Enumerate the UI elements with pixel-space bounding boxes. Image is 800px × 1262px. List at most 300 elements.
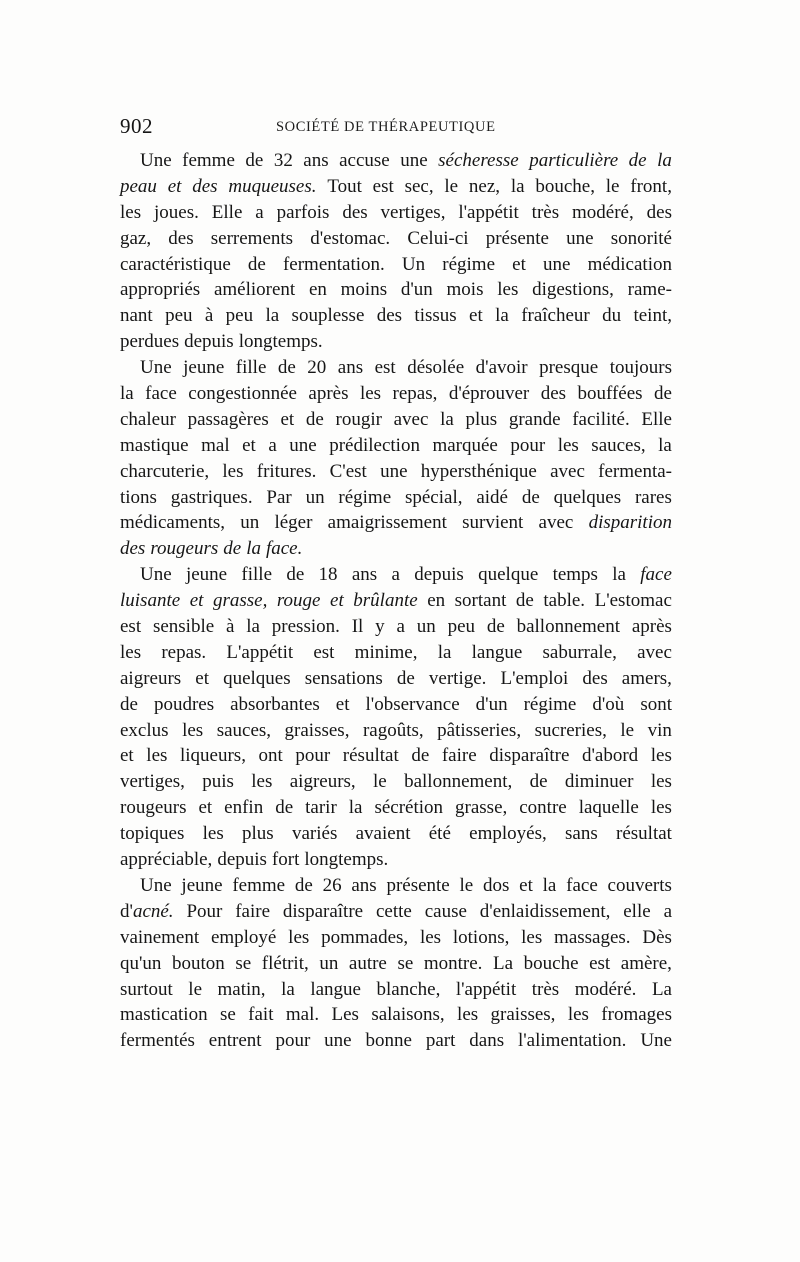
word-group: [290, 769, 356, 795]
word-group: [476, 692, 508, 718]
word-group: [182, 718, 203, 744]
word-group: [588, 252, 672, 278]
word-group: [438, 148, 519, 174]
word-group: [630, 174, 672, 200]
word: passagères: [187, 408, 269, 430]
word: temps: [552, 564, 598, 586]
word-group: [212, 200, 243, 226]
word: et: [189, 590, 204, 612]
word: accuse: [339, 150, 390, 171]
word-group: [589, 510, 672, 536]
word-group: [582, 743, 638, 769]
word-group: [188, 977, 202, 1003]
word: lotions,: [452, 926, 510, 948]
word: fille: [235, 357, 267, 379]
word-group: [120, 769, 185, 795]
word-group: [278, 355, 296, 381]
word: bouche: [523, 952, 579, 974]
word-group: [275, 1028, 310, 1054]
word: la: [437, 641, 452, 663]
word: d'un: [475, 693, 508, 715]
word: plus: [242, 823, 274, 845]
word-group: [509, 407, 561, 433]
word: Une: [140, 150, 172, 171]
word: les: [222, 460, 244, 482]
word-group: [319, 951, 338, 977]
word-group: [476, 485, 508, 511]
word-group: [186, 562, 227, 588]
word: la: [542, 874, 557, 896]
word: variés: [291, 823, 338, 845]
word-group: [608, 873, 672, 899]
word: une: [543, 253, 571, 275]
word: ragoûts,: [362, 719, 424, 741]
word: face: [566, 874, 598, 896]
word-group: [218, 977, 266, 1003]
word: ans: [351, 874, 377, 896]
word: bouffées: [577, 383, 643, 405]
word-group: [483, 873, 509, 899]
word-group: [120, 303, 153, 329]
word-group: [595, 588, 672, 614]
word-group: [195, 666, 209, 692]
word-group: [272, 614, 340, 640]
word: de: [654, 383, 672, 405]
word: peu: [447, 616, 475, 638]
text-line: [120, 743, 672, 769]
word-group: [664, 899, 672, 925]
word-group: [198, 795, 212, 821]
word: l'appétit: [458, 201, 519, 223]
word: fermentation.: [282, 253, 385, 275]
word: pour: [275, 1030, 311, 1052]
word: Dès: [642, 926, 672, 948]
word: résultat: [342, 745, 399, 767]
word: femme: [182, 150, 235, 171]
word-group: [518, 1028, 626, 1054]
word: à: [204, 305, 214, 327]
word-group: [120, 329, 179, 355]
word-group: [657, 148, 672, 174]
word: minime,: [354, 641, 418, 663]
word-group: [140, 148, 172, 174]
word: facilité.: [572, 408, 630, 430]
word-group: [458, 200, 518, 226]
word-group: [310, 226, 390, 252]
word-group: [224, 795, 263, 821]
word-group: [432, 433, 497, 459]
word-group: [565, 769, 634, 795]
text-line: [120, 640, 672, 666]
word-group: [465, 407, 497, 433]
word: une: [566, 227, 594, 249]
word: ans: [351, 564, 378, 586]
word: massages.: [554, 926, 631, 948]
word: a: [255, 201, 264, 223]
word: la: [120, 383, 134, 405]
word: peu: [165, 305, 193, 327]
word: la: [265, 305, 280, 327]
word: de: [277, 357, 296, 379]
word-group: [161, 640, 206, 666]
word-group: [120, 226, 151, 252]
word: Elle: [641, 408, 672, 430]
word: est: [374, 357, 396, 379]
word-group: [606, 174, 620, 200]
word-group: [217, 718, 271, 744]
word: en: [308, 279, 327, 301]
text-line: [120, 355, 672, 381]
word: entrent: [208, 1030, 262, 1052]
word-group: [632, 614, 672, 640]
word-group: [424, 951, 483, 977]
word-group: [401, 277, 433, 303]
word: luisante: [120, 590, 181, 612]
word: de: [529, 771, 548, 793]
word-group: [266, 485, 291, 511]
word: C'est: [329, 460, 367, 482]
word: faire: [235, 900, 271, 922]
word: jeune: [185, 564, 228, 586]
word: a: [391, 564, 400, 586]
word: de: [275, 797, 294, 819]
word: un: [319, 952, 339, 974]
word: et: [280, 408, 295, 430]
word-group: [501, 666, 569, 692]
word-group: [601, 1002, 672, 1028]
word-group: [524, 692, 577, 718]
word-group: [274, 510, 312, 536]
word-group: [476, 355, 528, 381]
text-line: [120, 614, 672, 640]
word: parfois: [276, 201, 330, 223]
word-group: [616, 821, 672, 847]
word: fermenta-: [598, 460, 672, 482]
word: face.: [265, 538, 303, 560]
word-group: [336, 407, 382, 433]
word: brûlante: [353, 590, 418, 612]
word: les: [288, 926, 310, 948]
word: depuis: [217, 849, 267, 871]
word: se: [235, 952, 252, 974]
word-group: [154, 692, 214, 718]
word: des: [192, 175, 218, 197]
word: des: [342, 201, 368, 223]
word-group: [220, 1002, 236, 1028]
word-group: [414, 303, 456, 329]
word: de: [294, 874, 313, 896]
text-line: [120, 536, 672, 562]
word-group: [145, 381, 177, 407]
word: les: [557, 434, 579, 456]
word-group: [339, 148, 390, 174]
word: poudres: [153, 693, 215, 715]
word: les: [419, 926, 442, 948]
word: pommades,: [321, 926, 409, 948]
word-group: [343, 743, 399, 769]
word-group: [140, 355, 172, 381]
word-group: [120, 1028, 195, 1054]
word-group: [565, 821, 598, 847]
word: les: [120, 641, 142, 663]
text-line: [120, 666, 672, 692]
word-group: [478, 562, 538, 588]
word: Tout: [327, 175, 362, 197]
word-group: [380, 459, 407, 485]
word-group: [391, 562, 399, 588]
word-group: [566, 226, 593, 252]
word: fait: [248, 1004, 274, 1026]
word: présente: [485, 227, 549, 249]
word-group: [355, 640, 418, 666]
word-group: [281, 407, 295, 433]
word: liqueurs,: [179, 745, 246, 767]
word-group: [242, 433, 256, 459]
word: 18: [318, 564, 338, 586]
word: les: [202, 823, 224, 845]
word-group: [376, 899, 412, 925]
word-group: [521, 303, 590, 329]
word-group: [532, 977, 559, 1003]
word-group: [541, 381, 566, 407]
word-group: [407, 226, 468, 252]
word: des: [168, 227, 194, 249]
word-group: [543, 252, 570, 278]
word: les: [359, 383, 382, 405]
word: a: [396, 616, 405, 638]
word: les: [182, 719, 204, 741]
word-group: [289, 433, 316, 459]
word-group: [351, 873, 376, 899]
word-group: [414, 562, 464, 588]
word: serrements: [210, 227, 294, 249]
word-group: [397, 666, 415, 692]
word: résultat: [616, 823, 672, 845]
word: vin: [647, 719, 672, 741]
word: après: [308, 383, 349, 405]
text-line: [120, 381, 672, 407]
word-group: [188, 407, 269, 433]
word: toujours: [609, 357, 672, 379]
word-group: [211, 925, 276, 951]
word: dans: [469, 1030, 505, 1052]
word-group: [248, 1002, 273, 1028]
word: avec: [637, 641, 672, 663]
word-group: [324, 1028, 351, 1054]
word: la: [657, 150, 672, 171]
word-group: [404, 769, 512, 795]
word-group: [120, 640, 141, 666]
word: fermentés: [120, 1030, 195, 1052]
word: de: [305, 408, 324, 430]
word-group: [120, 899, 174, 925]
word-group: [620, 718, 634, 744]
word-group: [120, 1002, 208, 1028]
word-group: [374, 795, 443, 821]
word: montre.: [423, 952, 483, 974]
word: un: [416, 616, 436, 638]
word: Une: [140, 564, 172, 586]
word-group: [277, 200, 330, 226]
word: L'emploi: [500, 667, 569, 689]
word: moins: [340, 279, 388, 301]
word: qu'un: [120, 952, 162, 974]
word-group: [120, 459, 209, 485]
word-group: [120, 743, 134, 769]
word: le: [188, 978, 203, 1000]
word-group: [283, 252, 385, 278]
word: rame-: [627, 279, 672, 301]
word-group: [516, 588, 534, 614]
word: souplesse: [291, 305, 365, 327]
word-group: [217, 847, 267, 873]
word: d'éprouver: [448, 383, 530, 405]
word: les: [650, 745, 672, 767]
word: régime: [442, 253, 496, 275]
word: est: [120, 616, 142, 638]
word-group: [356, 821, 411, 847]
word: ans: [303, 150, 329, 171]
word-group: [553, 562, 598, 588]
word-group: [647, 200, 672, 226]
text-line: [120, 692, 672, 718]
word-group: [641, 407, 672, 433]
word-group: [192, 174, 217, 200]
word-group: [310, 977, 361, 1003]
word-group: [223, 536, 241, 562]
word: avec: [538, 512, 574, 534]
word-group: [120, 174, 157, 200]
text-line: [120, 277, 672, 303]
word: désolée: [407, 357, 465, 379]
word-group: [120, 977, 173, 1003]
word-group: [648, 718, 672, 744]
word-group: [209, 1028, 262, 1054]
word-group: [313, 640, 334, 666]
word-group: [543, 873, 557, 899]
word: de: [286, 564, 305, 586]
word: sauces,: [591, 434, 646, 456]
word-group: [469, 821, 547, 847]
word-group: [235, 899, 270, 925]
word: la: [246, 616, 260, 638]
word-group: [328, 510, 447, 536]
word-group: [342, 200, 367, 226]
text-line: [120, 795, 672, 821]
word-group: [543, 640, 617, 666]
word-group: [371, 1002, 444, 1028]
word: le: [459, 874, 474, 896]
word-group: [397, 951, 413, 977]
word: vertige.: [428, 667, 487, 689]
word-group: [622, 666, 672, 692]
word: salaisons,: [371, 1004, 445, 1026]
word: acné.: [132, 900, 174, 922]
word-group: [120, 847, 212, 873]
word: face: [640, 564, 672, 586]
word: été: [428, 823, 451, 845]
word-group: [532, 277, 614, 303]
word: est: [372, 175, 394, 197]
word-group: [598, 459, 672, 485]
text-line: [120, 718, 672, 744]
word: gastriques.: [170, 486, 253, 508]
word-group: [438, 640, 452, 666]
word-group: [453, 925, 509, 951]
word: est: [589, 952, 611, 974]
word: de: [245, 150, 264, 171]
word-group: [487, 614, 505, 640]
word-group: [309, 277, 327, 303]
word-group: [455, 795, 507, 821]
word: ont: [258, 745, 283, 767]
word: se: [397, 952, 414, 974]
paragraph: [120, 355, 672, 562]
word: tissus: [414, 305, 457, 327]
word-group: [292, 821, 337, 847]
word: avaient: [355, 823, 411, 845]
word: mal: [201, 434, 230, 456]
text-line: [120, 899, 672, 925]
word-group: [251, 769, 272, 795]
word: aigreurs: [120, 667, 182, 689]
word-group: [411, 743, 429, 769]
word-group: [232, 873, 285, 899]
word-group: [396, 614, 404, 640]
word: a: [268, 434, 277, 456]
word: est: [313, 641, 335, 663]
word: pâtisseries,: [437, 719, 522, 741]
word: La: [493, 952, 514, 974]
word-group: [168, 226, 193, 252]
word-group: [602, 303, 621, 329]
word-group: [429, 666, 487, 692]
word-group: [437, 718, 521, 744]
word: des: [582, 667, 608, 689]
word-group: [226, 640, 293, 666]
word: marquée: [432, 434, 498, 456]
word: Il: [351, 616, 364, 638]
word-group: [612, 562, 626, 588]
word-group: [405, 485, 463, 511]
word-group: [286, 562, 304, 588]
word-group: [444, 174, 458, 200]
word-group: [522, 485, 540, 511]
word-group: [510, 433, 545, 459]
word-group: [376, 977, 440, 1003]
word: disparaître: [489, 745, 570, 767]
word-group: [214, 277, 295, 303]
word: les: [567, 1004, 589, 1026]
word: disparaître: [282, 900, 364, 922]
word-group: [330, 459, 367, 485]
word-group: [236, 355, 267, 381]
word-group: [205, 303, 213, 329]
word: les: [146, 745, 168, 767]
word-group: [448, 614, 475, 640]
word-group: [120, 666, 181, 692]
word-group: [120, 795, 186, 821]
word-group: [366, 1028, 412, 1054]
word: les: [521, 926, 543, 948]
word: depuis: [414, 564, 464, 586]
word-group: [417, 614, 436, 640]
word-group: [272, 847, 299, 873]
word: des: [646, 201, 672, 223]
word-group: [578, 381, 643, 407]
word-group: [455, 588, 507, 614]
word-group: [373, 769, 387, 795]
